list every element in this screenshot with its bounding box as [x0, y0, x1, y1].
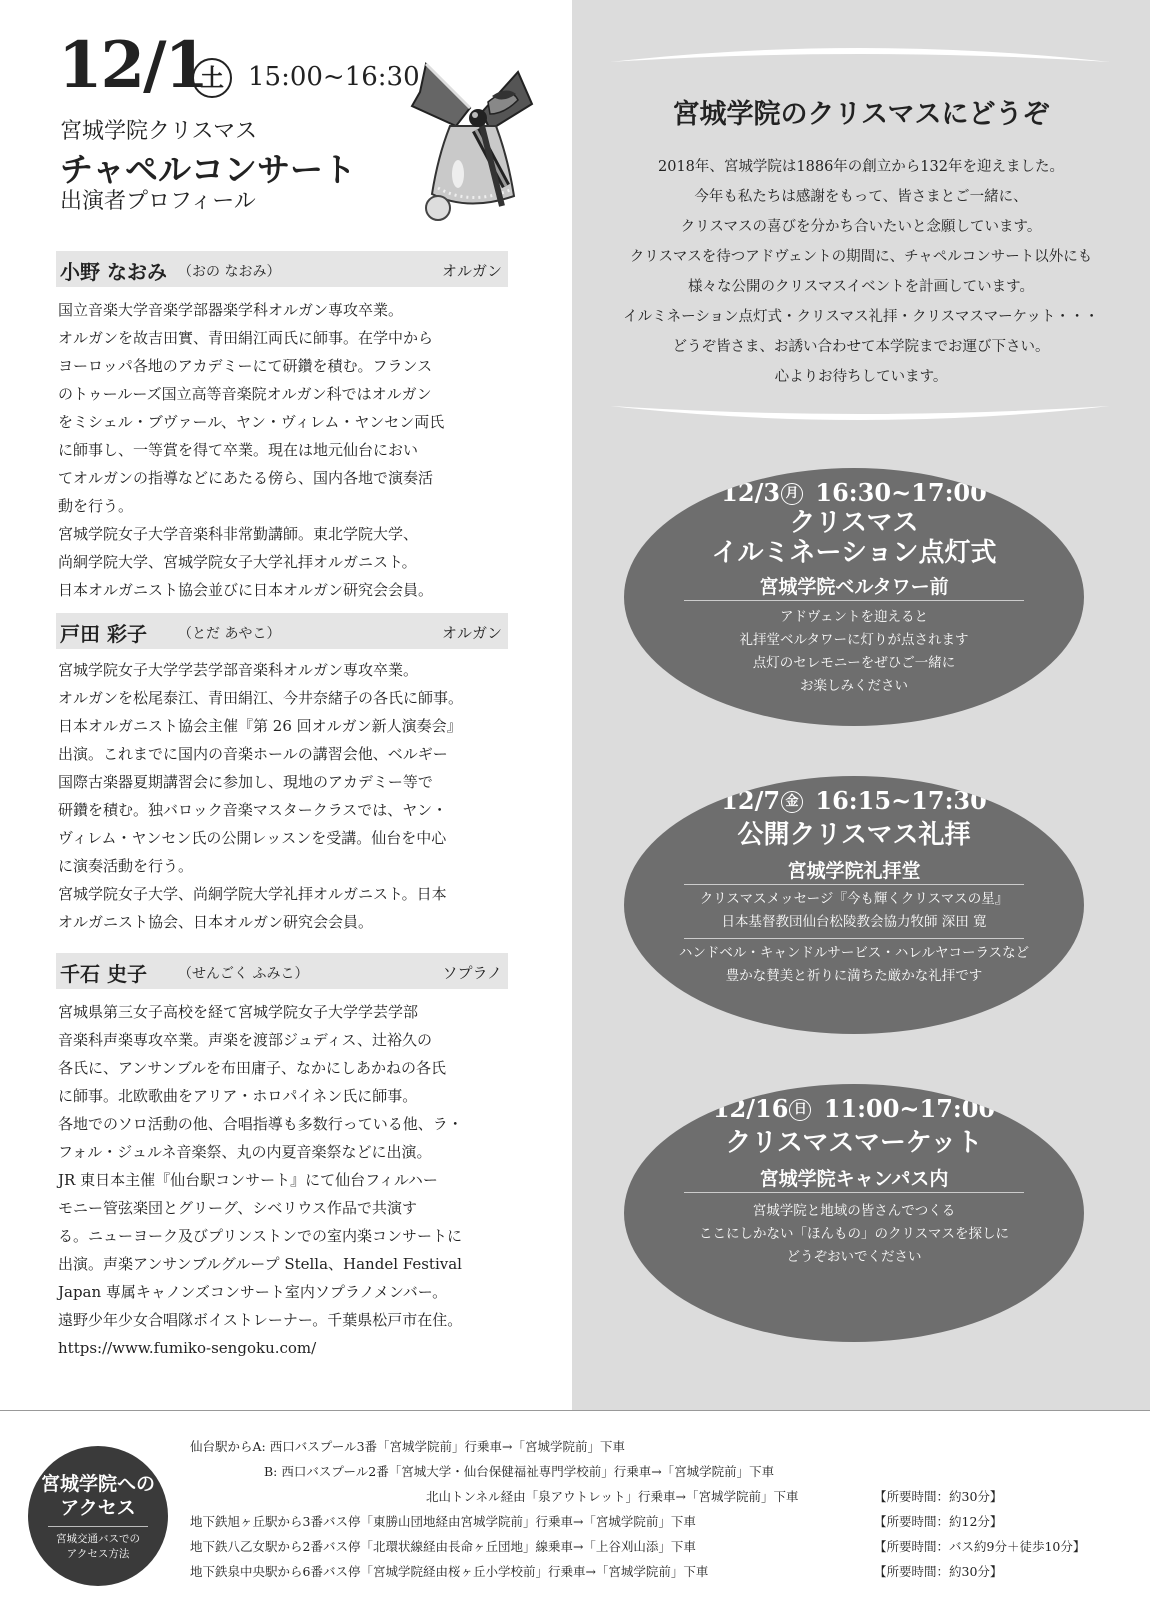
event-time: 16:15~17:30	[815, 786, 987, 815]
access-badge-title: 宮城学院への アクセス	[40, 1473, 155, 1519]
access-badge-subtitle: 宮城交通バスでの アクセス方法	[56, 1533, 140, 1560]
event-time: 11:00~17:00	[823, 1094, 996, 1123]
performer-name-row	[56, 953, 508, 989]
christmas-bell-icon	[398, 56, 548, 221]
route-line: B: 西口バスプール2番「宮城大学・仙台保健福祉専門学校前」行乗車→「宮城学院前」下車	[264, 1464, 775, 1479]
route-time: 【所要時間：バス約9分＋徒歩10分】	[874, 1539, 1086, 1554]
event-divider	[684, 1192, 1024, 1193]
concert-day-badge: 土	[192, 58, 232, 98]
performer-bio: 宮城学院女子大学学芸学部音楽科オルガン専攻卒業。 オルガンを松尾泰江、青田絹江、今井奈緒子の各氏に師事。 日本オルガニスト協会主催『第 26 回オルガン新人演奏会』 出演。これまでに国内の音楽ホールの講習会他、ベルギー 国際古楽器夏期講習会に参加し、現地のアカデミー等で 研鑽を積む。独バロック音楽マスタークラスでは、ヤン・ ヴィレム・ヤンセン氏の公開レッスンを受講。仙台を中心 に演奏活動を行う。 宮城学院女子大学、尚絅学院大学礼拝オルガニスト。日本 オルガニスト協会、日本オルガン研究会会員。	[58, 661, 464, 931]
route-line: 地下鉄旭ヶ丘駅から3番バス停「東勝山団地経由宮城学院前」行乗車→「宮城学院前」下車	[190, 1514, 696, 1529]
route-line: 仙台駅からA: 西口バスプール3番「宮城学院前」行乗車→「宮城学院前」下車	[190, 1439, 626, 1454]
performer-kana: （おの なおみ）	[178, 264, 281, 280]
performer-bio: 宮城県第三女子高校を経て宮城学院女子大学学芸学部 音楽科声楽専攻卒業。声楽を渡部ジュディス、辻裕久の 各氏に、アンサンブルを布田庸子、なかにしあかねの各氏 に師事。北欧歌曲をアリア・ホロパイネン氏に師事。 各地でのソロ活動の他、合唱指導も多数行っている他、ラ・ フォル・ジュルネ音楽祭、丸の内夏音楽祭などに出演。 JR 東日本主催『仙台駅コンサート』にて仙台フィルハー モニー管弦楽団とグリーグ、シベリウス作品で共演す る。ニューヨーク及びプリンストンでの室内楽コンサートに 出演。声楽アンサンブルグループ Stella、Handel Festival Japan 専属キャノンズコンサート室内ソプラノメンバー。 遠野少年少女合唱隊ボイストレーナー。千葉県松戸市在住。 https://www.fumiko-sengoku.com/	[58, 1003, 463, 1357]
event-title: クリスマスマーケット	[725, 1128, 983, 1158]
event-place: 宮城学院キャンパス内	[759, 1168, 949, 1190]
intro-body: 2018年、宮城学院は1886年の創立から132年を迎えました。 今年も私たちは感謝をもって、皆さまとご一緒に、 クリスマスの喜びを分かち合いたいと念願しています。 クリスマスを待つアドヴェントの期間に、チャペルコンサート以外にも 様々な公開のクリスマスイベントを計画しています。 イルミネーション点灯式・クリスマス礼拝・クリスマスマーケット・・・ どうぞ皆さま、お誘い合わせて本学院までお運び下さい。 心よりお待ちしています。	[623, 159, 1099, 385]
route-line: 地下鉄泉中央駅から6番バス停「宮城学院経由桜ヶ丘小学校前」行乗車→「宮城学院前」下車	[190, 1564, 709, 1579]
event-card-service	[624, 776, 1084, 1034]
performer-name: 千石 史子	[60, 962, 147, 986]
concert-profile-heading: 出演者プロフィール	[60, 189, 256, 214]
event-description: クリスマスメッセージ『今も輝くクリスマスの星』 日本基督教団仙台松陵教会協力牧師 深田 寛	[699, 891, 1009, 930]
performer-bio: 国立音楽大学音楽学部器楽学科オルガン専攻卒業。 オルガンを故吉田實、青田絹江両氏に師事。在学中から ヨーロッパ各地のアカデミーにて研鑽を積む。フランス のトゥールーズ国立高等音楽院オルガン科ではオルガン をミシェル・ブヴァール、ヤン・ヴィレム・ヤンセン両氏 に師事し、一等賞を得て卒業。現在は地元仙台におい てオルガンの指導などにあたる傍ら、国内各地で演奏活 動を行う。 宮城学院女子大学音楽科非常勤講師。東北学院大学、 尚絅学院大学、宮城学院女子大学礼拝オルガニスト。 日本オルガニスト協会並びに日本オルガン研究会会員。	[58, 301, 445, 599]
route-time: 【所要時間：約30分】	[874, 1564, 1003, 1579]
concert-date: 12/1	[58, 28, 207, 103]
event-date-line	[624, 786, 1084, 815]
performer-name-row	[56, 251, 508, 287]
access-badge-divider	[48, 1526, 148, 1527]
event-title: 公開クリスマス礼拝	[737, 820, 971, 850]
event-time: 16:30~17:00	[815, 478, 987, 507]
event-divider	[684, 938, 1024, 939]
event-day-badge: 金	[781, 791, 803, 813]
route-line: 地下鉄八乙女駅から2番バス停「北環状線経由長命ヶ丘団地」線乗車→「上谷刈山添」下車	[190, 1539, 696, 1554]
ornament-divider-top	[600, 40, 1120, 70]
event-date: 12/16	[712, 1094, 789, 1123]
performer-kana: （せんごく ふみこ）	[178, 966, 309, 982]
event-description: 宮城学院と地域の皆さんでつくる ここにしかない「ほんもの」のクリスマスを探しに どうぞおいでください	[699, 1203, 1009, 1265]
event-description: アドヴェントを迎えると 礼拝堂ベルタワーに灯りが点されます 点灯のセレモニーをぜひご一緒に お楽しみください	[739, 609, 969, 694]
route-time: 【所要時間：約12分】	[874, 1514, 1003, 1529]
event-title: クリスマス イルミネーション点灯式	[711, 508, 997, 568]
event-day-badge: 月	[781, 483, 803, 505]
event-place: 宮城学院ベルタワー前	[759, 576, 949, 598]
concert-subtitle: 宮城学院クリスマス	[60, 119, 258, 144]
performer-kana: （とだ あやこ）	[178, 626, 281, 642]
event-divider	[684, 600, 1024, 601]
event-place: 宮城学院礼拝堂	[787, 860, 921, 882]
route-time: 【所要時間：約30分】	[874, 1489, 1003, 1504]
performer-instrument: ソプラノ	[442, 964, 502, 982]
performer-name: 小野 なおみ	[60, 260, 167, 284]
ornament-divider-bottom	[600, 398, 1120, 428]
access-badge	[28, 1446, 168, 1586]
event-divider	[684, 884, 1024, 885]
event-card-illumination	[624, 468, 1084, 726]
concert-title: チャペルコンサート	[60, 150, 357, 189]
event-description-2: ハンドベル・キャンドルサービス・ハレルヤコーラスなど 豊かな賛美と祈りに満ちた厳かな礼拝です	[678, 945, 1030, 984]
event-date: 12/7	[721, 786, 781, 815]
intro-title: 宮城学院のクリスマスにどうぞ	[672, 99, 1050, 130]
route-line: 北山トンネル経由「泉アウトレット」行乗車→「宮城学院前」下車	[426, 1489, 799, 1504]
event-date-line	[624, 478, 1084, 507]
event-date: 12/3	[721, 478, 781, 507]
performer-name-row	[56, 613, 508, 649]
concert-time: 15:00~16:30	[248, 62, 420, 92]
event-date-line	[624, 1094, 1084, 1123]
event-card-market	[624, 1084, 1084, 1342]
performer-instrument: オルガン	[441, 624, 502, 642]
event-day-badge: 日	[789, 1099, 811, 1121]
performer-instrument: オルガン	[441, 262, 502, 280]
performer-name: 戸田 彩子	[60, 622, 147, 646]
